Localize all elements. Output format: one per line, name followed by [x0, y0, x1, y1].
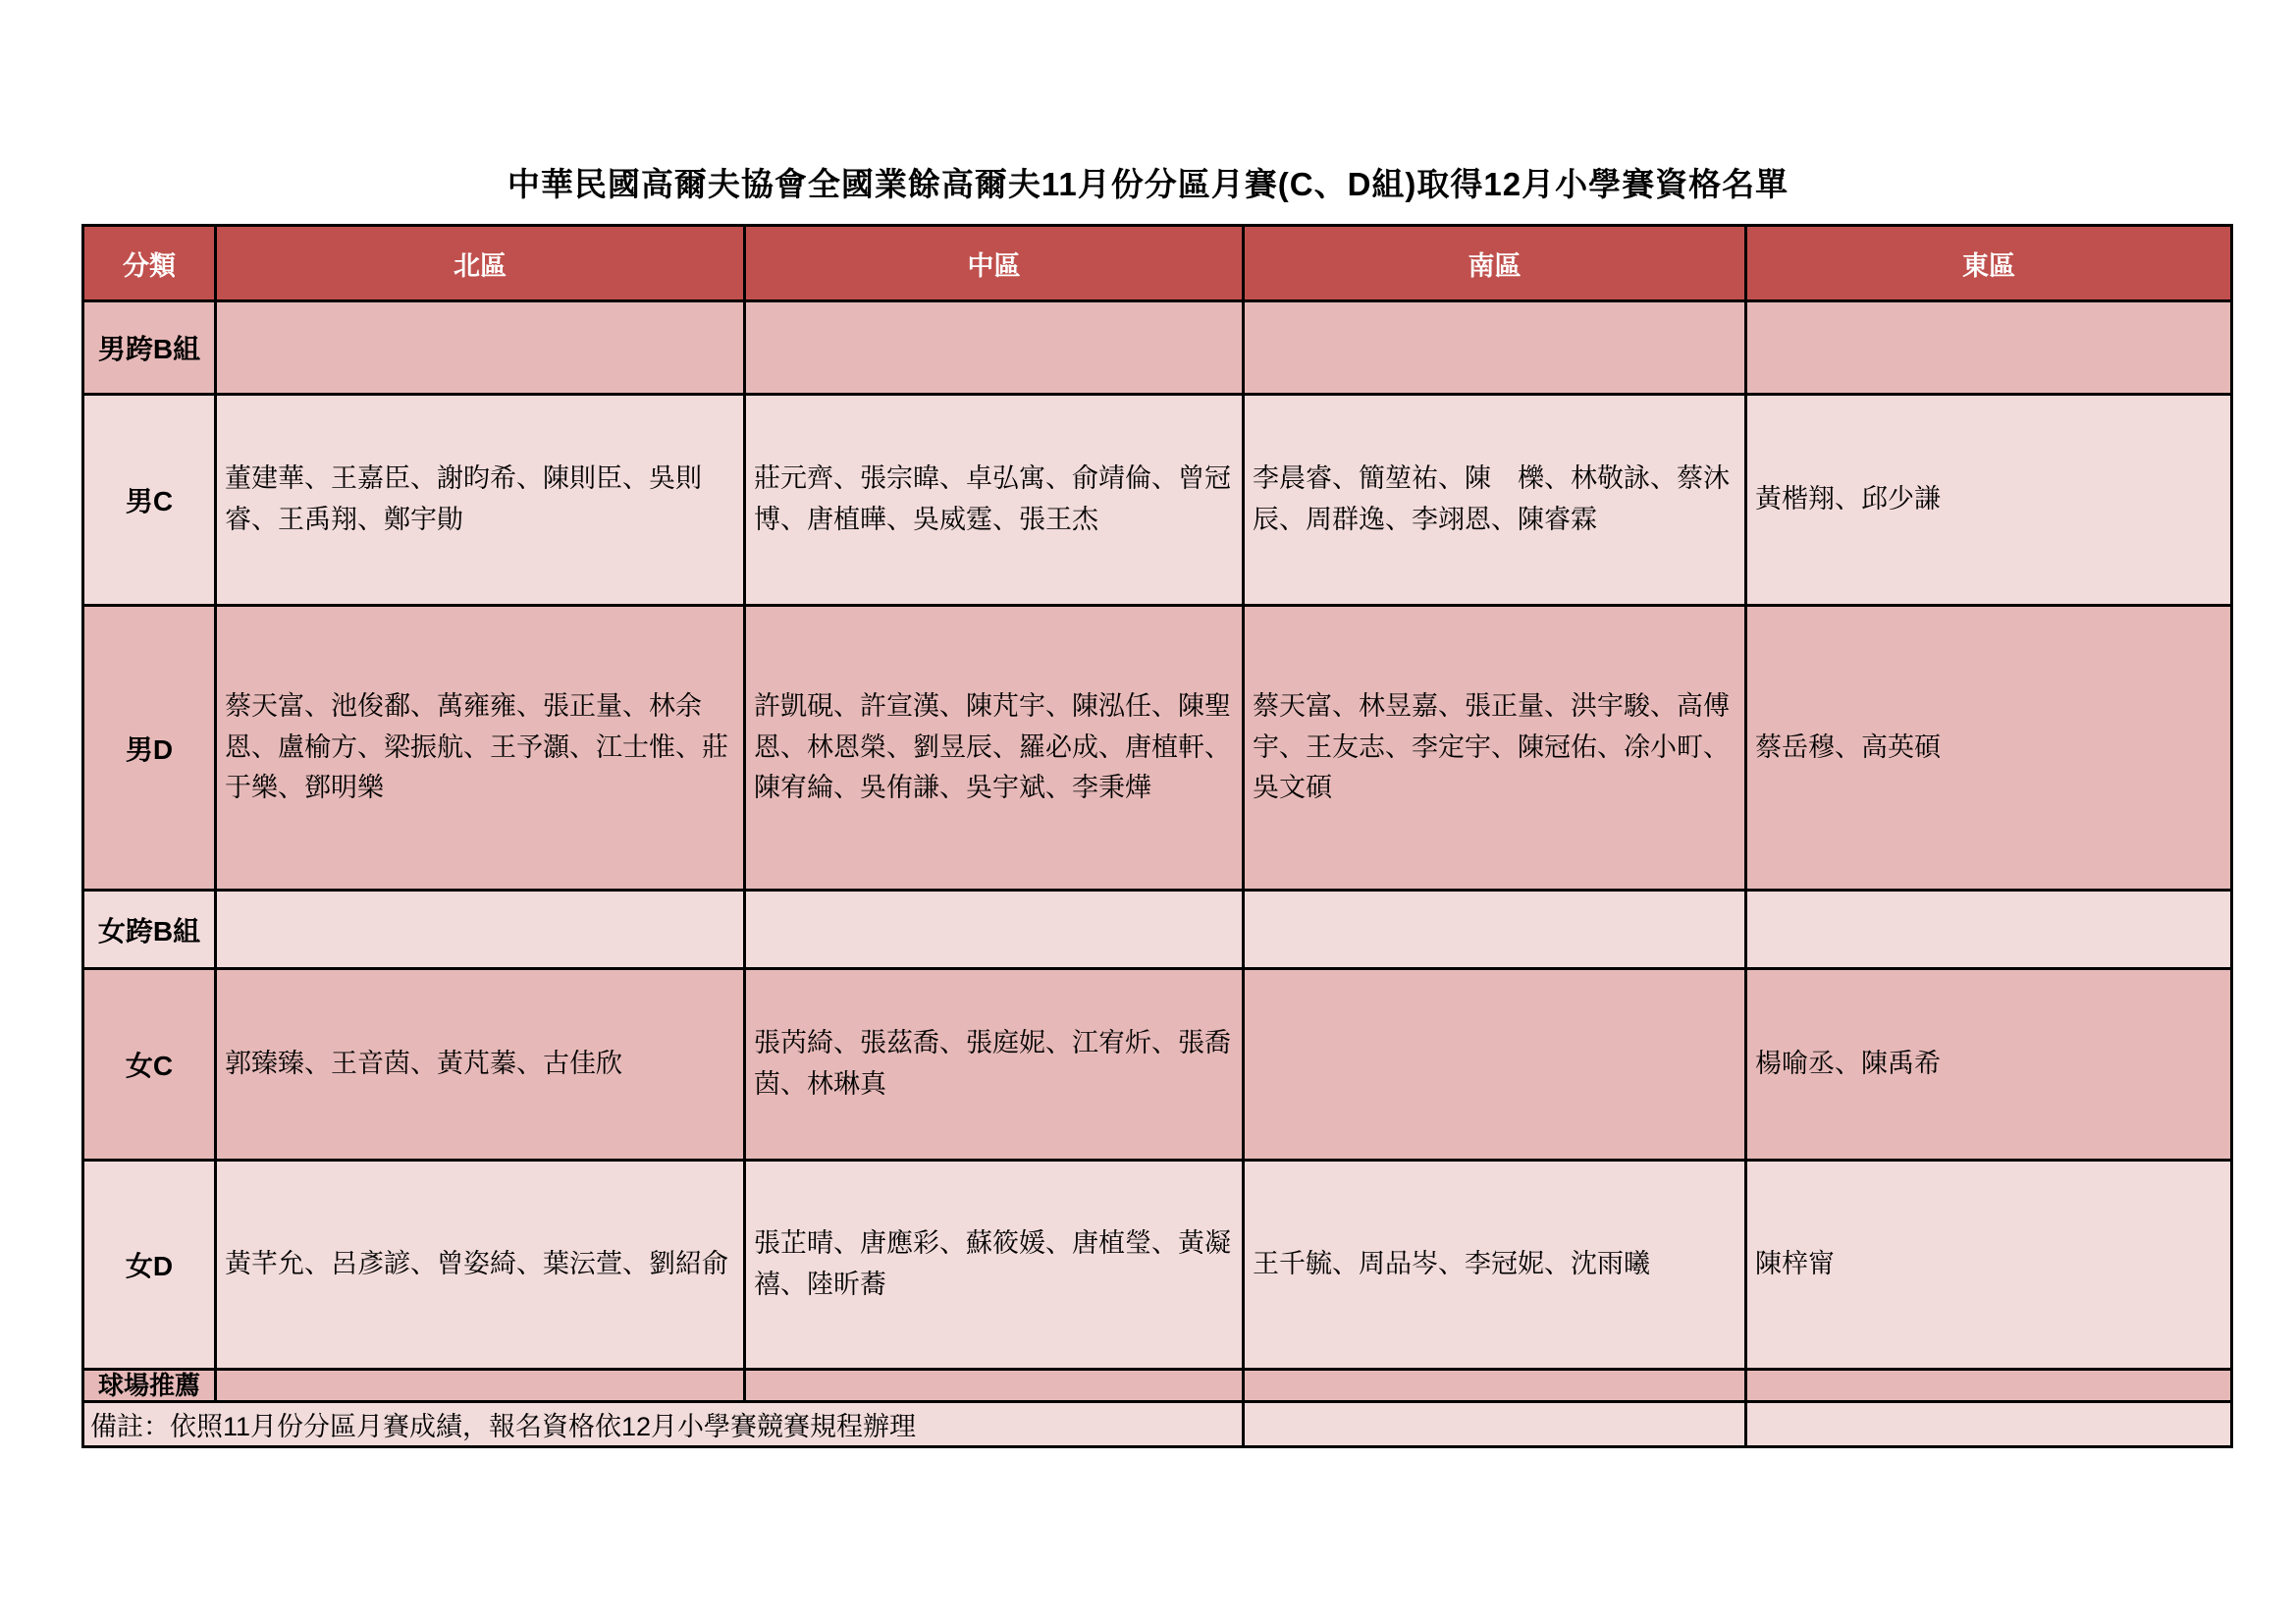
cell-note-south [1244, 1402, 1746, 1447]
cell-male-c-east: 黃楷翔、邱少謙 [1746, 395, 2232, 606]
cell-female-c-central: 張芮綺、張茲喬、張庭妮、江宥炘、張喬茵、林琳真 [745, 969, 1244, 1161]
cell-male-crossB-east [1746, 301, 2232, 395]
header-central: 中區 [745, 226, 1244, 301]
cell-male-c-south: 李晨睿、簡堃祐、陳 櫟、林敬詠、蔡沐辰、周群逸、李翊恩、陳睿霖 [1244, 395, 1746, 606]
row-label-male-crossB: 男跨B組 [83, 301, 216, 395]
qualification-table [81, 224, 2233, 1448]
cell-course-recommendation-central [745, 1370, 1244, 1402]
cell-female-c-east: 楊喻丞、陳禹希 [1746, 969, 2232, 1161]
cell-female-d-east: 陳梓甯 [1746, 1161, 2232, 1370]
cell-course-recommendation-south [1244, 1370, 1746, 1402]
page-title: 中華民國高爾夫協會全國業餘高爾夫11月份分區月賽(C、D組)取得12月小學賽資格名單 [507, 166, 1789, 202]
cell-female-crossB-north [216, 891, 745, 969]
cell-male-crossB-south [1244, 301, 1746, 395]
cell-male-crossB-central [745, 301, 1244, 395]
cell-male-d-east: 蔡岳穆、高英碩 [1746, 606, 2232, 891]
cell-female-c-north: 郭臻臻、王音茵、黃芃蓁、古佳欣 [216, 969, 745, 1161]
row-male-d [83, 606, 2232, 891]
cell-male-c-north: 董建華、王嘉臣、謝昀希、陳則臣、吳則睿、王禹翔、鄭宇勛 [216, 395, 745, 606]
cell-female-c-south [1244, 969, 1746, 1161]
cell-course-recommendation-east [1746, 1370, 2232, 1402]
cell-female-crossB-central [745, 891, 1244, 969]
row-note [83, 1402, 2232, 1447]
cell-male-d-central: 許凱硯、許宣漢、陳芃宇、陳泓任、陳聖恩、林恩榮、劉昱辰、羅必成、唐植軒、陳宥綸、吳侑謙、吳宇斌、李秉燁 [745, 606, 1244, 891]
cell-note-east [1746, 1402, 2232, 1447]
row-course-recommendation [83, 1370, 2232, 1402]
cell-female-crossB-south [1244, 891, 1746, 969]
header-north: 北區 [216, 226, 745, 301]
row-female-d [83, 1161, 2232, 1370]
cell-male-crossB-north [216, 301, 745, 395]
row-female-crossB [83, 891, 2232, 969]
cell-course-recommendation-north [216, 1370, 745, 1402]
header-east: 東區 [1746, 226, 2232, 301]
header-south: 南區 [1244, 226, 1746, 301]
row-male-crossB [83, 301, 2232, 395]
row-female-c [83, 969, 2232, 1161]
row-male-c [83, 395, 2232, 606]
row-label-female-c: 女C [83, 969, 216, 1161]
row-label-male-c: 男C [83, 395, 216, 606]
cell-male-d-south: 蔡天富、林昱嘉、張正量、洪宇駿、高傅宇、王友志、李定宇、陳冠佑、凃小町、吳文碩 [1244, 606, 1746, 891]
cell-male-c-central: 莊元齊、張宗暐、卓弘寓、俞靖倫、曾冠博、唐植曄、吳威霆、張王杰 [745, 395, 1244, 606]
row-label-female-crossB: 女跨B組 [83, 891, 216, 969]
table-header-row [83, 226, 2232, 301]
cell-male-d-north: 蔡天富、池俊鄱、萬雍雍、張正量、林余恩、盧榆方、梁振航、王予灝、江士惟、莊于樂、鄧明樂 [216, 606, 745, 891]
note-text: 備註：依照11月份分區月賽成績，報名資格依12月小學賽競賽規程辦理 [83, 1402, 1244, 1447]
row-label-course-recommendation: 球場推薦 [83, 1370, 216, 1402]
row-label-male-d: 男D [83, 606, 216, 891]
row-label-female-d: 女D [83, 1161, 216, 1370]
cell-female-crossB-east [1746, 891, 2232, 969]
cell-female-d-south: 王千毓、周品岑、李冠妮、沈雨曦 [1244, 1161, 1746, 1370]
cell-female-d-north: 黃芊允、呂彥諺、曾姿綺、葉沄萱、劉紹俞 [216, 1161, 745, 1370]
cell-female-d-central: 張芷晴、唐應彩、蘇筱媛、唐植瑩、黃凝禧、陸昕蕎 [745, 1161, 1244, 1370]
header-category: 分類 [83, 226, 216, 301]
